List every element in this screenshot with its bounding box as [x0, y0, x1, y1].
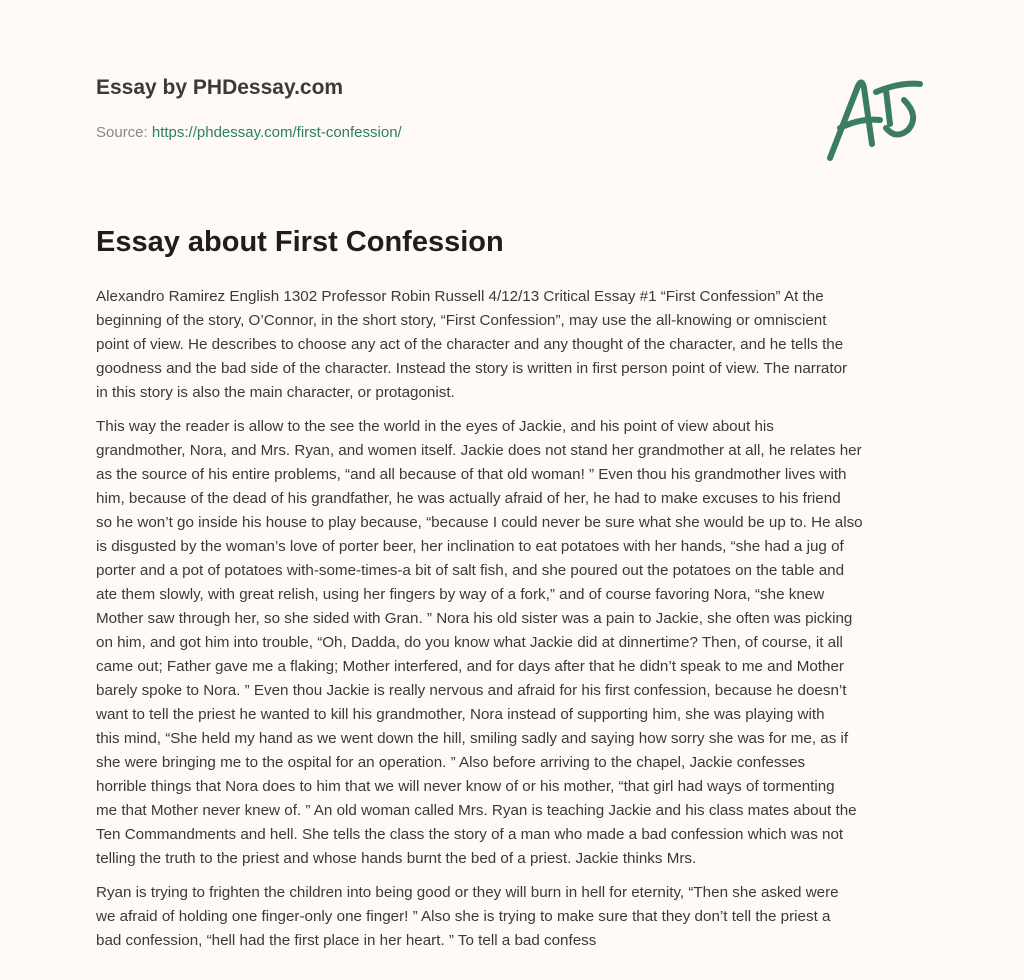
paragraph-line: as the source of his entire problems, “and all because of that old woman! ” Even thou his grandmother lives with — [96, 466, 847, 483]
paragraph-line: This way the reader is allow to the see the world in the eyes of Jackie, and his point of view about his — [96, 418, 774, 435]
paragraph-line: want to tell the priest he wanted to kill his grandmother, Nora instead of supporting him, she was playing with — [96, 706, 825, 723]
paragraph-line: on him, and got him into trouble, “Oh, Dadda, do you know what Jackie did at dinnertime? Then, of course, it all — [96, 634, 843, 651]
paragraph-line: porter and a pot of potatoes with-some-times-a bit of salt fish, and she poured out the potatoes on the table and — [96, 562, 845, 579]
paragraph-line: goodness and the bad side of the character. Instead the story is written in first person point of view. The narrator — [96, 360, 848, 377]
site-brand: Essay by PHDessay.com — [96, 76, 344, 99]
paragraph-line: Ryan is trying to frighten the children into being good or they will burn in hell for eternity, “Then she asked were — [96, 884, 839, 901]
paragraph-line: me that Mother never knew of. ” An old woman called Mrs. Ryan is teaching Jackie and his class mates about the — [96, 802, 857, 819]
source-line — [96, 124, 402, 141]
paragraph-line: ate them slowly, with great relish, using her fingers by way of a fork,” and of course favoring Nora, “she knew — [96, 586, 825, 603]
paragraph-line: bad confession, “hell had the first place in her heart. ” To tell a bad confess — [96, 932, 597, 949]
source-label: Source: — [96, 124, 148, 141]
paragraph-line: him, because of the dead of his grandfather, he was actually afraid of her, he had to make excuses to his friend — [96, 490, 841, 507]
paragraph-line: point of view. He describes to choose any act of the character and any thought of the character, and he tells the — [96, 336, 844, 353]
essay-paragraph — [96, 415, 936, 871]
paragraph-line: we afraid of holding one finger-only one finger! ” Also she is trying to make sure that they don’t tell the priest a — [96, 908, 831, 925]
paragraph-line: came out; Father gave me a flaking; Mother interfered, and for days after that he didn’t speak to me and Mother — [96, 658, 844, 675]
paragraph-line: in this story is also the main character, or protagonist. — [96, 384, 455, 401]
page-title: Essay about First Confession — [96, 226, 504, 258]
paragraph-line: beginning of the story, O’Connor, in the short story, “First Confession”, may use the all-knowing or omniscient — [96, 312, 827, 329]
paragraph-line: Mother saw through her, so she sided with Gran. ” Nora his old sister was a pain to Jackie, she often was picking — [96, 610, 853, 627]
paragraph-line: telling the truth to the priest and whose hands burnt the bed of a priest. Jackie thinks Mrs. — [96, 850, 697, 867]
paragraph-line: she were bringing me to the ospital for an operation. ” Also before arriving to the chapel, Jackie confesses — [96, 754, 806, 771]
paragraph-line: Ten Commandments and hell. She tells the class the story of a man who made a bad confession which was not — [96, 826, 844, 843]
a-plus-logo-icon — [820, 66, 930, 166]
paragraph-line: this mind, “She held my hand as we went down the hill, smiling sadly and saying how sorry she was for me, as if — [96, 730, 849, 747]
paragraph-line: is disgusted by the woman’s love of porter beer, her inclination to eat potatoes with her hands, “she had a jug of — [96, 538, 844, 555]
essay-paragraph — [96, 285, 936, 405]
paragraph-line: so he won’t go inside his house to play because, “because I could never be sure what she would be up to. He also — [96, 514, 863, 531]
paragraph-line: Alexandro Ramirez English 1302 Professor Robin Russell 4/12/13 Critical Essay #1 “First Confession” At the — [96, 288, 824, 305]
paragraph-line: grandmother, Nora, and Mrs. Ryan, and women itself. Jackie does not stand her grandmother at all, he relates her — [96, 442, 862, 459]
source-link[interactable]: https://phdessay.com/first-confession/ — [151, 124, 402, 141]
paragraph-line: barely spoke to Nora. ” Even thou Jackie is really nervous and afraid for his first confession, because he doesn’t — [96, 682, 847, 699]
essay-paragraph — [96, 881, 936, 953]
essay-body — [96, 285, 936, 963]
paragraph-line: horrible things that Nora does to him that we will never know of or his mother, “that girl had ways of tormenting — [96, 778, 835, 795]
